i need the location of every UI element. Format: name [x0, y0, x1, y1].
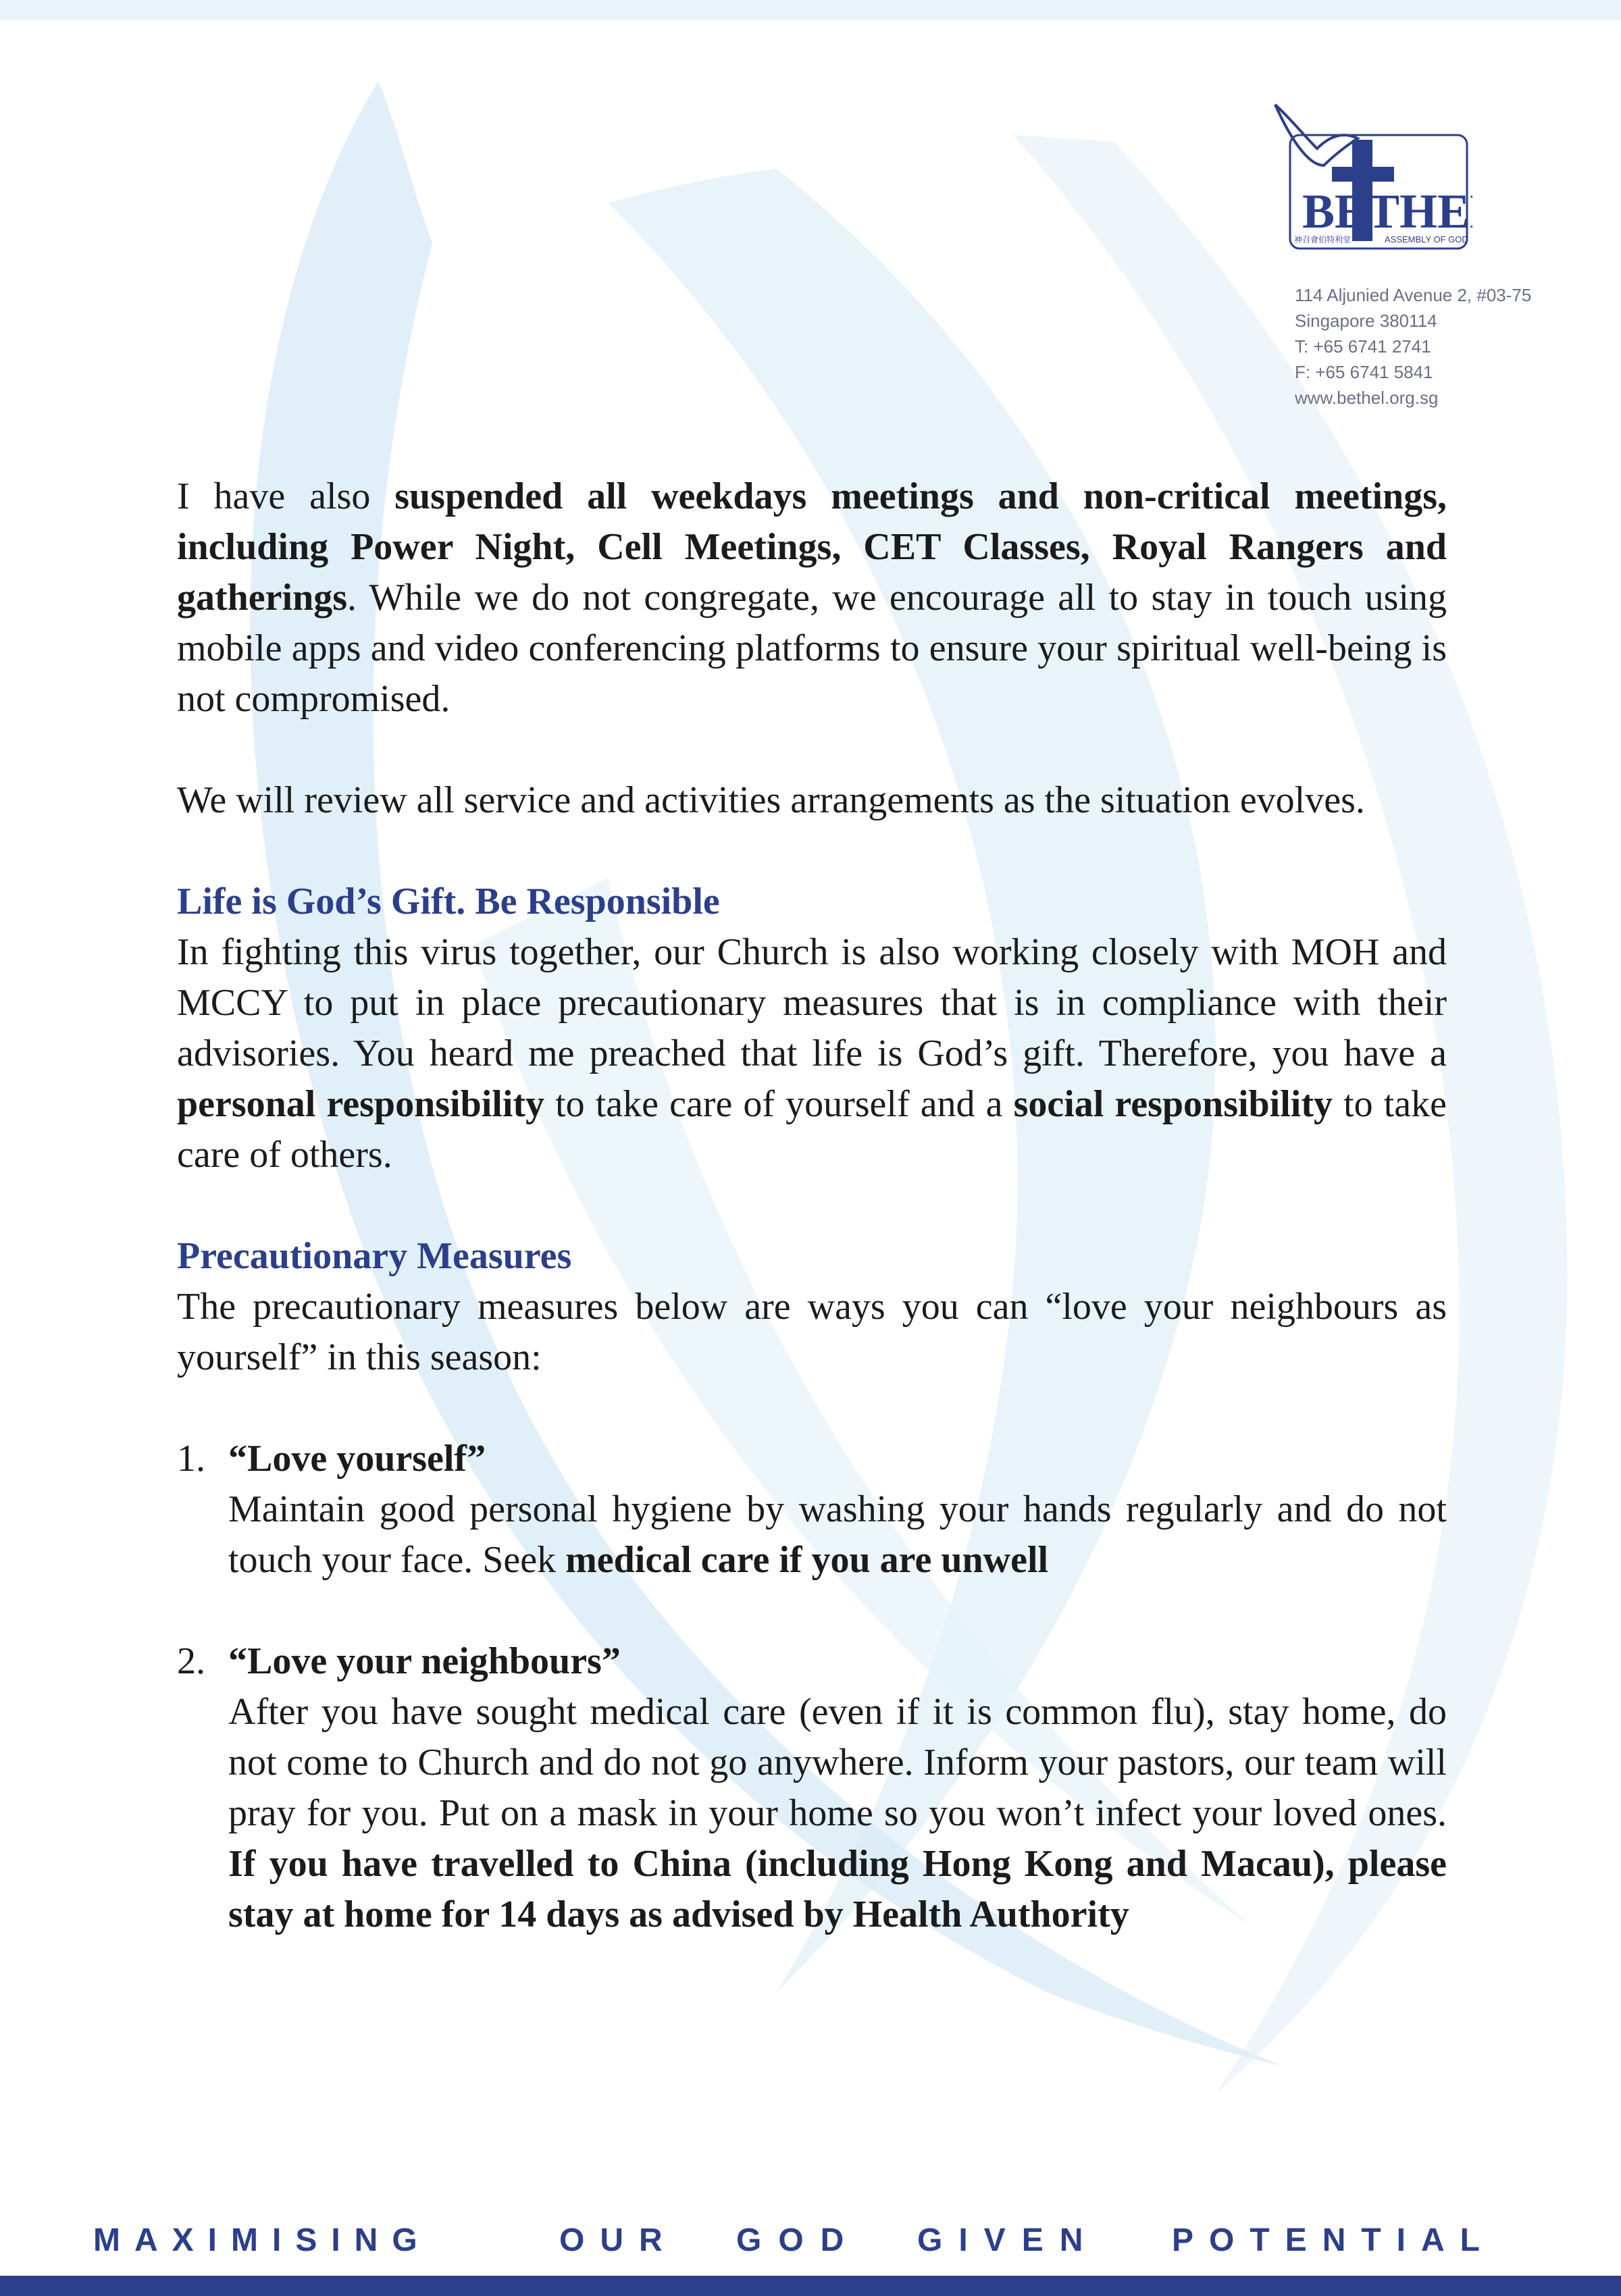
list-item-text: Maintain good personal hygiene by washing your hands regularly and do not touch your face. Seek medical care if you are unwell [228, 1488, 1447, 1581]
list-number: 1. [177, 1438, 205, 1480]
address-block [1295, 282, 1585, 411]
social-responsibility: social responsibility [1013, 1083, 1333, 1125]
section-heading-measures: Precautionary Measures [177, 1235, 572, 1277]
address-fax: F: +65 6741 5841 [1295, 362, 1433, 382]
address-website[interactable]: www.bethel.org.sg [1295, 388, 1439, 408]
address-street: 114 Aljunied Avenue 2, #03-75 [1295, 285, 1532, 305]
list-item [177, 1636, 1447, 1940]
suspension-paragraph: I have also suspended all weekdays meetings and non-critical meetings, including Power Night, Cell Meetings, CET Classes, Royal Rangers and gatherings. While we do not congregate, we encourage all to stay in touch using mobile apps and video conferencing platforms to ensure your spiritual well-being is not compromised. [177, 475, 1447, 720]
list-item-text: After you have sought medical care (even if it is common flu), stay home, do not come to Church and do not go anywhere. Inform your pastors, our team will pray for you. Put on a mask in your home so you won’t infect your loved ones. If you have travelled to China (including Hong Kong and Macau), please stay at home for 14 days as advised by Health Authority [228, 1691, 1447, 1935]
tagline-word: GIVEN [917, 2222, 1100, 2258]
suspension-emphasis: suspended all weekdays meetings and non-critical meetings, including Power Night, Cell Meetings, CET Classes, Royal Rangers and gatherings [177, 475, 1447, 619]
responsibility-paragraph: In fighting this virus together, our Church is also working closely with MOH and MCCY to put in place precautionary measures that is in compliance with their advisories. You heard me preached that life is God’s gift. Therefore, you have a personal responsibility to take care of yourself and a social responsibility to take care of others. [177, 931, 1447, 1176]
personal-responsibility: personal responsibility [177, 1083, 545, 1125]
footer-bar [0, 2276, 1621, 2296]
tagline-word: GOD [736, 2222, 861, 2258]
list-item-title: “Love yourself” [228, 1438, 486, 1480]
measures-intro: The precautionary measures below are ways you can “love your neighbours as yourself” in this season: [177, 1286, 1447, 1378]
tagline-word: MAXIMISING [93, 2222, 432, 2258]
logo-wordmark: BETHE [1302, 184, 1470, 238]
review-paragraph: We will review all service and activities arrangements as the situation evolves. [177, 779, 1365, 821]
bethel-logo [1270, 98, 1472, 257]
logo-chinese-name: 神召會伯特利堂 [1294, 235, 1352, 244]
address-phone: T: +65 6741 2741 [1295, 336, 1431, 357]
tagline-word: POTENTIAL [1172, 2222, 1495, 2258]
section-heading-life: Life is God’s Gift. Be Responsible [177, 881, 720, 922]
list-number: 2. [177, 1640, 205, 1682]
list-item [177, 1434, 1447, 1586]
list-item-title: “Love your neighbours” [228, 1640, 621, 1682]
letter-body [177, 471, 1447, 1940]
logo-subtitle: ASSEMBLY OF GOD [1385, 234, 1468, 244]
tagline-word: OUR [559, 2222, 678, 2258]
address-city: Singapore 380114 [1295, 311, 1437, 331]
